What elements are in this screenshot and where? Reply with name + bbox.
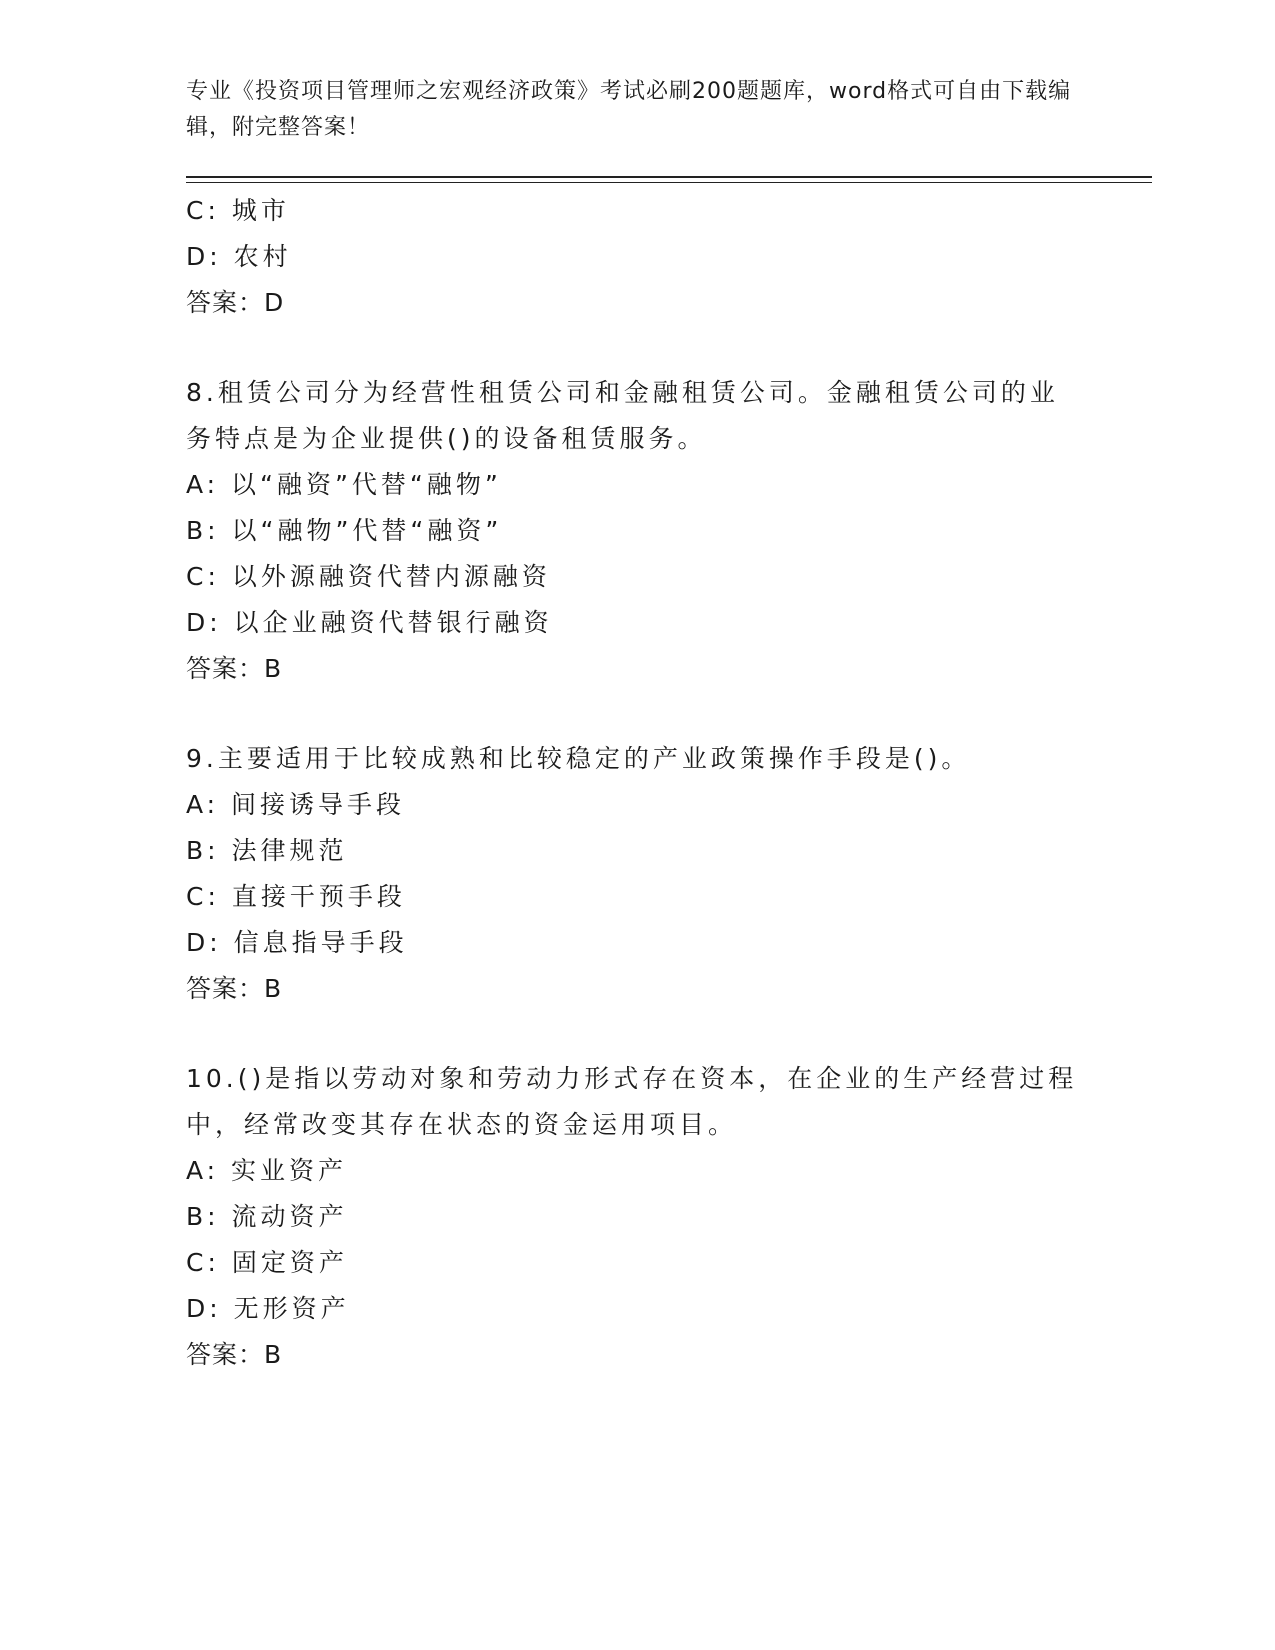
option-a: A: 实业资产 (186, 1156, 348, 1185)
question-9 (186, 736, 1086, 1012)
option-d: D: 无形资产 (186, 1294, 350, 1323)
header-rule-thin (186, 182, 1152, 183)
option-d: D: 以企业融资代替银行融资 (186, 608, 553, 637)
answer: 答案：D (186, 288, 285, 317)
question-8 (186, 370, 1086, 692)
answer: 答案：B (186, 654, 283, 683)
question-stem-line: 务特点是为企业提供()的设备租赁服务。 (186, 424, 707, 453)
answer: 答案：B (186, 1340, 283, 1369)
question-stem-line: 9.主要适用于比较成熟和比较稳定的产业政策操作手段是()。 (186, 744, 971, 773)
answer: 答案：B (186, 974, 283, 1003)
option-c: C: 以外源融资代替内源融资 (186, 562, 551, 591)
document-body (186, 188, 1086, 1378)
option-b: B: 流动资产 (186, 1202, 348, 1231)
option-a: A: 间接诱导手段 (186, 790, 406, 819)
option-b: B: 以“融物”代替“融资” (186, 516, 503, 545)
option-c: C: 直接干预手段 (186, 882, 406, 911)
option-c: C: 城市 (186, 196, 290, 225)
question-10 (186, 1056, 1086, 1378)
option-b: B: 法律规范 (186, 836, 348, 865)
question-stem-line: 10.()是指以劳动对象和劳动力形式存在资本，在企业的生产经营过程 (186, 1064, 1078, 1093)
question-stem-line: 8.租赁公司分为经营性租赁公司和金融租赁公司。金融租赁公司的业 (186, 378, 1059, 407)
option-a: A: 以“融资”代替“融物” (186, 470, 502, 499)
document-header: 专业《投资项目管理师之宏观经济政策》考试必刷200题题库，word格式可自由下载编辑，附完整答案！ (186, 79, 1072, 140)
option-d: D: 农村 (186, 242, 292, 271)
option-d: D: 信息指导手段 (186, 928, 408, 957)
header-rule-thick (186, 176, 1152, 178)
option-c: C: 固定资产 (186, 1248, 348, 1277)
question-stem-line: 中，经常改变其存在状态的资金运用项目。 (186, 1110, 738, 1139)
previous-question (186, 188, 1086, 326)
